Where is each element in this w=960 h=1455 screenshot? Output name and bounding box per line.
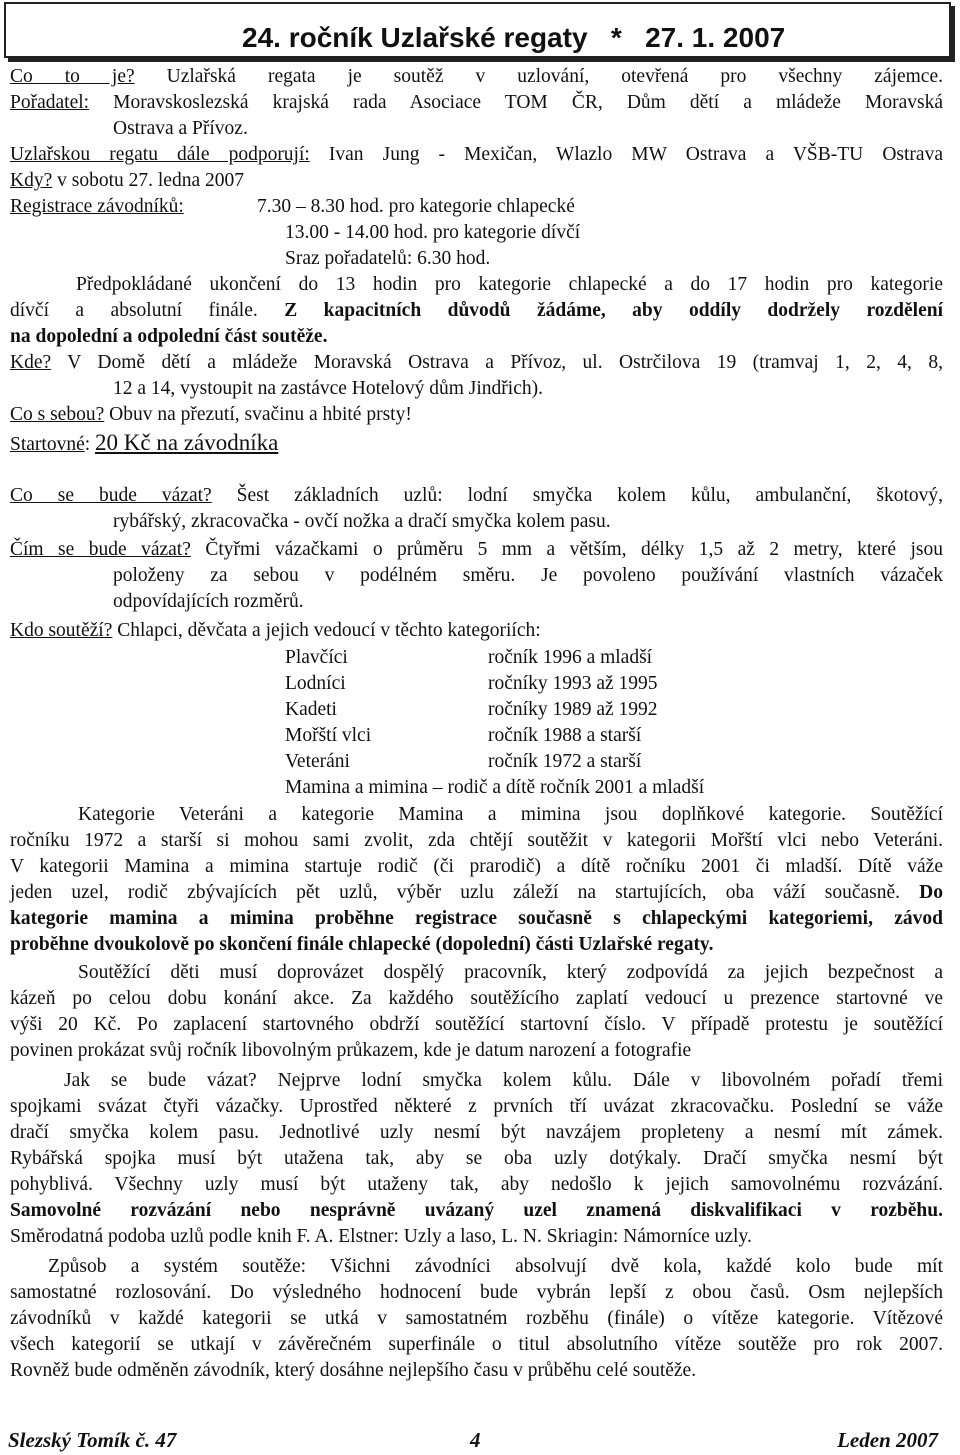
kategorie-line-4-bold: Do bbox=[919, 882, 943, 903]
registrace-time-1: 7.30 – 8.30 hod. pro kategorie chlapecké bbox=[257, 196, 575, 217]
category-years: ročníky 1993 až 1995 bbox=[488, 673, 658, 694]
kategorie-line-5: kategorie mamina a mimina proběhne registrace současně s chlapeckými kategoriemi, závod bbox=[10, 908, 943, 929]
startovne-colon: : bbox=[84, 434, 96, 455]
category-years: ročník 1972 a starší bbox=[488, 751, 642, 772]
vazat-label: Co se bude vázat? bbox=[10, 485, 212, 506]
cim-cont-1: položeny za sebou v podélném směru. Je povoleno používání vlastních vázaček bbox=[113, 565, 943, 586]
cim-text: Čtyřmi vázačkami o průměru 5 mm a větším, délky 1,5 až 2 metry, které jsou bbox=[190, 539, 943, 560]
startovne-value: 20 Kč na závodníka bbox=[95, 430, 279, 455]
podporuji-label: Uzlařskou regatu dále podporují: bbox=[10, 144, 310, 165]
deti-line-2: kázeň po celou dobu konání akce. Za každého soutěžícího zaplatí vedoucí u prezence startovné ve bbox=[10, 988, 943, 1009]
vazat-text: Šest základních uzlů: lodní smyčka kolem kůlu, ambulanční, škotový, bbox=[211, 485, 943, 506]
poradatel-text: Moravskoslezská krajská rada Asociace TOM ČR, Dům dětí a mládeže Moravská bbox=[89, 92, 943, 113]
category-mamina: Mamina a mimina – rodič a dítě ročník 2001 a mladší bbox=[285, 777, 705, 798]
page-title: 24. ročník Uzlařské regaty * 27. 1. 2007 bbox=[242, 22, 786, 53]
zpusob-line-1: Způsob a systém soutěže: Všichni závodníci absolvují dvě kola, každé kolo bude mít bbox=[48, 1256, 943, 1277]
category-years: ročník 1996 a mladší bbox=[488, 647, 653, 668]
kde-label: Kde? bbox=[10, 352, 52, 373]
jak-line-3: dračí smyčka kolem pasu. Jednotlivé uzly nesmí být navzájem propleteny a nesmí mít zámek. bbox=[10, 1122, 943, 1143]
zpusob-line-5: Rovněž bude odměněn závodník, který dosáhne nejlepšího času v průběhu celé soutěže. bbox=[10, 1360, 697, 1381]
kde-line bbox=[10, 350, 943, 376]
poradatel-cont: Ostrava a Přívoz. bbox=[113, 118, 248, 139]
kde-text: V Domě dětí a mládeže Moravská Ostrava a Přívoz, ul. Ostrčilova 19 (tramvaj 1, 2, 4, 8, bbox=[51, 352, 943, 373]
kategorie-line-2: ročníku 1972 a starší si mohou sami zvolit, zda chtějí soutěžit v kategorii Mořští vlci nebo Veteráni. bbox=[10, 830, 943, 851]
category-name: Mořští vlci bbox=[285, 725, 372, 746]
co-s-sebou-text: Obuv na přezutí, svačinu a hbité prsty! bbox=[104, 404, 412, 425]
footer-page-number: 4 bbox=[470, 1428, 481, 1452]
zpusob-line-4: všech kategorií se utkají v závěrečném superfinále o titul absolutního vítěze soutěže pro rok 2007. bbox=[10, 1334, 943, 1355]
footer-publication: Slezský Tomík č. 47 bbox=[8, 1428, 177, 1452]
registrace-label: Registrace závodníků: bbox=[10, 196, 184, 217]
zpusob-line-2: samostatné rozlosování. Do výsledného hodnocení bude vybrán lepší z obou časů. Osm nejlepších bbox=[10, 1282, 943, 1303]
title-box bbox=[4, 2, 951, 58]
category-years: ročník 1988 a starší bbox=[488, 725, 642, 746]
jak-line-7: Směrodatná podoba uzlů podle knih F. A. Elstner: Uzly a laso, L. N. Skriagin: Námorníce uzly. bbox=[10, 1226, 752, 1247]
jak-line-5: pohyblivá. Všechny uzly musí být utaženy tak, aby nedošlo k jejich samovolnému rozvázání. bbox=[10, 1174, 943, 1195]
co-to-je-label: Co to je? bbox=[10, 66, 135, 87]
konec-line-3: na dopolední a odpolední část soutěže. bbox=[10, 326, 328, 347]
startovne-line bbox=[10, 428, 943, 460]
kategorie-line-3: V kategorii Mamina a mimina startuje rodič (či prarodič) a dítě ročníku 2001 či mladší. Dítě váže bbox=[10, 856, 943, 877]
kdy-text: v sobotu 27. ledna 2007 bbox=[52, 170, 244, 191]
cim-line bbox=[10, 537, 943, 563]
footer-date: Leden 2007 bbox=[837, 1428, 938, 1452]
category-name: Plavčíci bbox=[285, 647, 348, 668]
vazat-cont: rybářský, zkracovačka - ovčí nožka a dračí smyčka kolem pasu. bbox=[113, 511, 611, 532]
konec-bold: Z kapacitních důvodů žádáme, aby oddíly dodržely rozdělení bbox=[284, 300, 943, 321]
kdo-label: Kdo soutěží? bbox=[10, 620, 113, 641]
co-to-je-text: Uzlařská regata je soutěž v uzlování, otevřená pro všechny zájemce. bbox=[134, 66, 943, 87]
category-years: ročníky 1989 až 1992 bbox=[488, 699, 658, 720]
kdo-line bbox=[10, 618, 943, 644]
kdy-label: Kdy? bbox=[10, 170, 53, 191]
cim-cont-2: odpovídajících rozměrů. bbox=[113, 591, 304, 612]
co-s-sebou-line bbox=[10, 402, 943, 428]
deti-line-4: povinen prokázat svůj ročník libovolným průkazem, kde je datum narození a fotografie bbox=[10, 1040, 692, 1061]
startovne-label: Startovné bbox=[10, 434, 85, 455]
category-name: Kadeti bbox=[285, 699, 337, 720]
zpusob-line-3: závodníků v každé kategorii se utká v samostatném rozběhu (finále) o vítěze kategorie. Vítězové bbox=[10, 1308, 943, 1329]
jak-line-6: Samovolné rozvázání nebo nesprávně uvázaný uzel znamená diskvalifikaci v rozběhu. bbox=[10, 1200, 943, 1221]
deti-line-3: výši 20 Kč. Po zaplacení startovného obdrží soutěžící startovní číslo. V případě protestu je soutěžící bbox=[10, 1014, 943, 1035]
poradatel-label: Pořadatel: bbox=[10, 92, 90, 113]
deti-line-1: Soutěžící děti musí doprovázet dospělý pracovník, který zodpovídá za jejich bezpečnost a bbox=[78, 962, 943, 983]
kategorie-line-4 bbox=[10, 880, 943, 906]
co-to-je-line bbox=[10, 64, 943, 90]
podporuji-line bbox=[10, 142, 943, 168]
kategorie-line-1: Kategorie Veteráni a kategorie Mamina a mimina jsou doplňkové kategorie. Soutěžící bbox=[78, 804, 943, 825]
kategorie-line-4-plain: jeden uzel, rodič zbývajících pět uzlů, výběr uzlu záleží na startujících, oba váží současně. bbox=[10, 882, 920, 903]
vazat-line bbox=[10, 483, 943, 509]
cim-label: Čím se bude vázat? bbox=[10, 539, 191, 560]
category-name: Lodníci bbox=[285, 673, 346, 694]
jak-line-4: Rybářská spojka musí být utažena tak, aby se oba uzly dotýkaly. Dračí smyčka nesmí být bbox=[10, 1148, 943, 1169]
konec-plain: dívčí a absolutní finále. bbox=[10, 300, 285, 321]
konec-line-2 bbox=[10, 298, 943, 324]
sraz-poradatelu: Sraz pořadatelů: 6.30 hod. bbox=[285, 248, 491, 269]
co-s-sebou-label: Co s sebou? bbox=[10, 404, 105, 425]
jak-line-2: spojkami svázat čtyři vázačky. Uprostřed některé z prvních tří uvázat zkracovačku. Poslední se váže bbox=[10, 1096, 943, 1117]
category-name: Veteráni bbox=[285, 751, 350, 772]
poradatel-line bbox=[10, 90, 943, 116]
konec-line-1: Předpokládané ukončení do 13 hodin pro kategorie chlapecké a do 17 hodin pro kategorie bbox=[76, 274, 943, 295]
kategorie-line-6: proběhne dvoukolově po skončení finále chlapecké (dopolední) části Uzlařské regaty. bbox=[10, 934, 714, 955]
kde-cont: 12 a 14, vystoupit na zastávce Hotelový dům Jindřich). bbox=[113, 378, 543, 399]
kdy-line bbox=[10, 168, 943, 194]
jak-line-1: Jak se bude vázat? Nejprve lodní smyčka kolem kůlu. Dále v libovolném pořadí třemi bbox=[64, 1070, 943, 1091]
podporuji-text: Ivan Jung - Mexičan, Wlazlo MW Ostrava a VŠB-TU Ostrava bbox=[309, 144, 943, 165]
registrace-time-2: 13.00 - 14.00 hod. pro kategorie dívčí bbox=[285, 222, 581, 243]
kdo-text: Chlapci, děvčata a jejich vedoucí v těchto kategoriích: bbox=[112, 620, 541, 641]
